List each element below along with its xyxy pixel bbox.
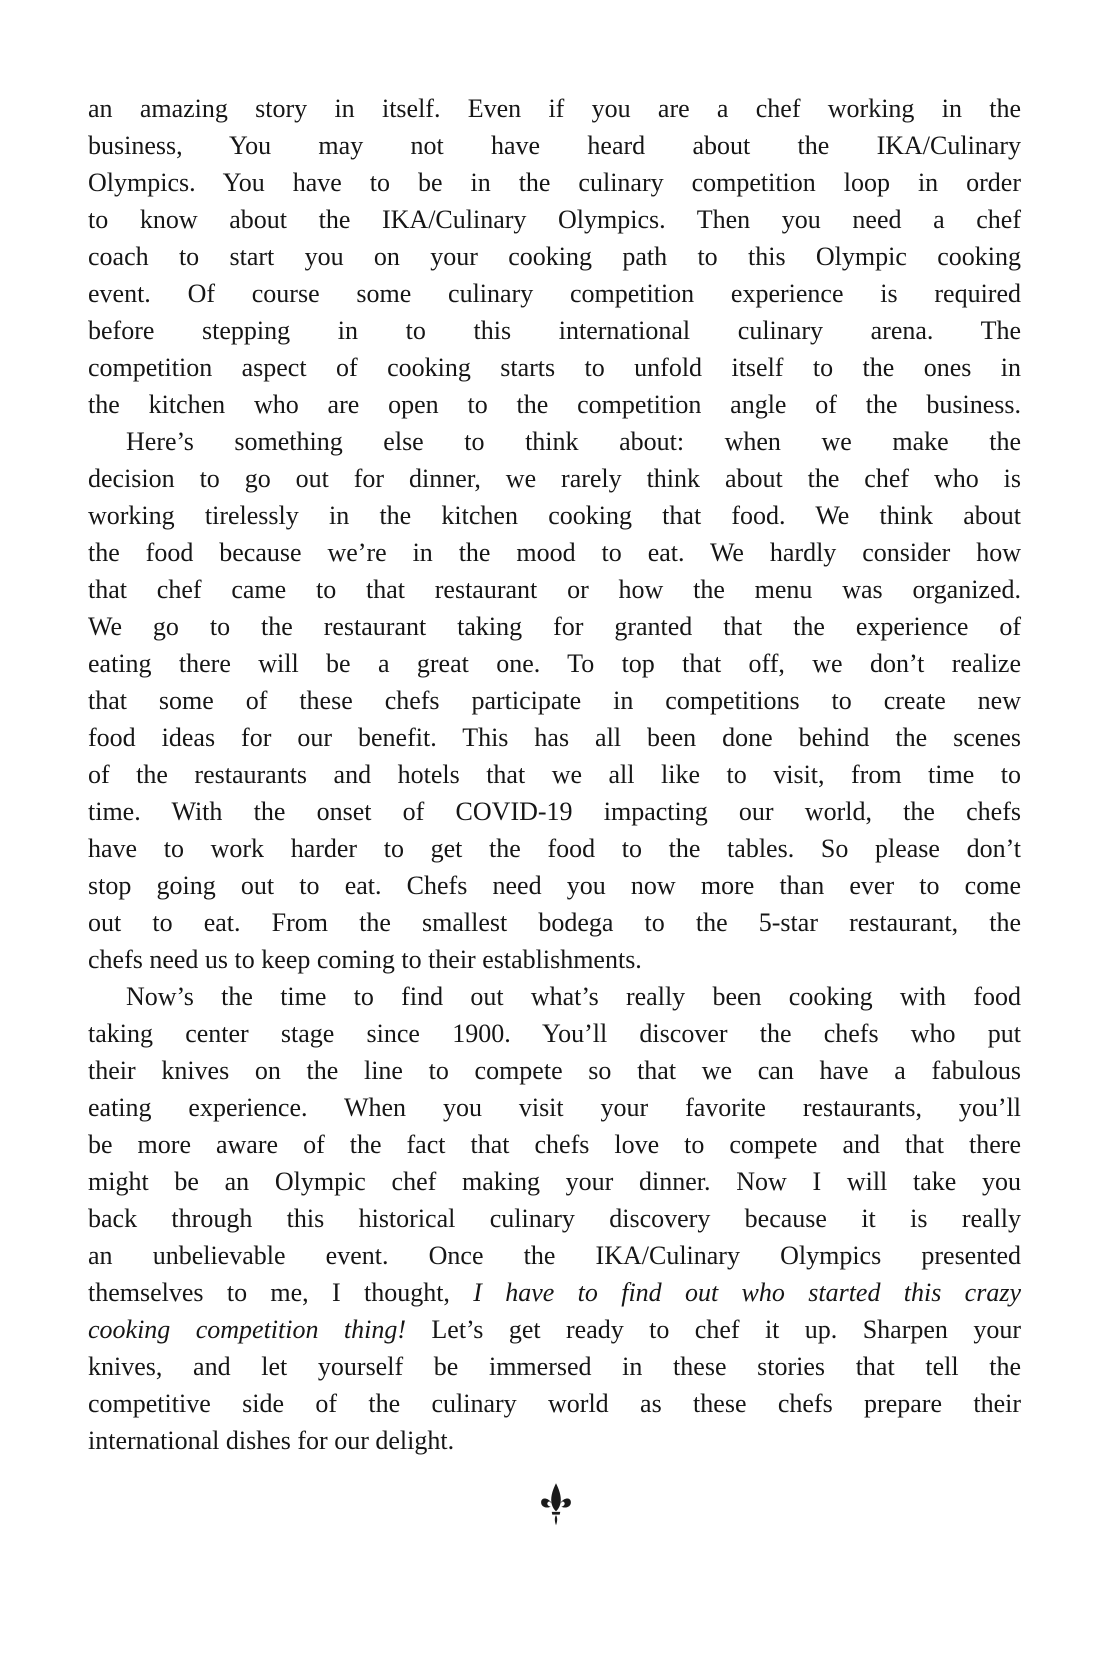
text-line: event. Of course some culinary competition experience is required <box>88 279 1021 308</box>
section-break-ornament <box>0 1481 1112 1529</box>
text-line: Now’s the time to find out what’s really been cooking with food <box>126 982 1021 1011</box>
text-line: that chef came to that restaurant or how the menu was organized. <box>88 575 1021 604</box>
text-line: an amazing story in itself. Even if you are a chef working in the <box>88 94 1021 123</box>
text-line: competitive side of the culinary world as these chefs prepare their <box>88 1389 1021 1418</box>
paragraph-3 <box>88 978 1021 1459</box>
text-line: chefs need us to keep coming to their establishments. <box>88 945 642 974</box>
paragraph-2 <box>88 423 1021 978</box>
text-line: to know about the IKA/Culinary Olympics. Then you need a chef <box>88 205 1021 234</box>
text-line: taking center stage since 1900. You’ll discover the chefs who put <box>88 1019 1021 1048</box>
text-line: back through this historical culinary discovery because it is really <box>88 1204 1021 1233</box>
text-line: eating there will be a great one. To top that off, we don’t realize <box>88 649 1021 678</box>
text-line: business, You may not have heard about the IKA/Culinary <box>88 131 1021 160</box>
text-line: stop going out to eat. Chefs need you now more than ever to come <box>88 871 1021 900</box>
text-line: their knives on the line to compete so that we can have a fabulous <box>88 1056 1021 1085</box>
text-line: be more aware of the fact that chefs love to compete and that there <box>88 1130 1021 1159</box>
text-line: the food because we’re in the mood to eat. We hardly consider how <box>88 538 1021 567</box>
text-line: knives, and let yourself be immersed in these stories that tell the <box>88 1352 1021 1381</box>
text-line: Here’s something else to think about: when we make the <box>126 427 1021 456</box>
text-line: that some of these chefs participate in competitions to create new <box>88 686 1021 715</box>
italic-thought-text-start: I have to find out who started this crazy <box>473 1278 1021 1307</box>
text-line: decision to go out for dinner, we rarely think about the chef who is <box>88 464 1021 493</box>
text-line: working tirelessly in the kitchen cooking that food. We think about <box>88 501 1021 530</box>
text-line: might be an Olympic chef making your dinner. Now I will take you <box>88 1167 1021 1196</box>
text-line: out to eat. From the smallest bodega to the 5-star restaurant, the <box>88 908 1021 937</box>
text-line: We go to the restaurant taking for granted that the experience of <box>88 612 1021 641</box>
text-block <box>88 90 1021 1459</box>
text-line: before stepping in to this international culinary arena. The <box>88 316 1021 345</box>
text-line-mixed <box>88 1311 1021 1348</box>
regular-thought-intro-text: themselves to me, I thought, <box>88 1278 474 1307</box>
text-line: food ideas for our benefit. This has all been done behind the scenes <box>88 723 1021 752</box>
text-line: an unbelievable event. Once the IKA/Culinary Olympics presented <box>88 1241 1021 1270</box>
text-line: competition aspect of cooking starts to unfold itself to the ones in <box>88 353 1021 382</box>
text-line: Olympics. You have to be in the culinary competition loop in order <box>88 168 1021 197</box>
paragraph-1 <box>88 90 1021 423</box>
text-line: the kitchen who are open to the competition angle of the business. <box>88 390 1021 419</box>
text-line: coach to start you on your cooking path to this Olympic cooking <box>88 242 1021 271</box>
fleur-de-lis-icon <box>539 1481 573 1529</box>
text-line: have to work harder to get the food to the tables. So please don’t <box>88 834 1021 863</box>
text-line-mixed <box>88 1274 1021 1311</box>
text-line: international dishes for our delight. <box>88 1426 455 1455</box>
regular-closing-text: Let’s get ready to chef it up. Sharpen your <box>406 1315 1021 1344</box>
text-line: eating experience. When you visit your favorite restaurants, you’ll <box>88 1093 1021 1122</box>
italic-thought-text-end: cooking competition thing! <box>88 1315 406 1344</box>
text-line: time. With the onset of COVID-19 impacting our world, the chefs <box>88 797 1021 826</box>
text-line: of the restaurants and hotels that we all like to visit, from time to <box>88 760 1021 789</box>
